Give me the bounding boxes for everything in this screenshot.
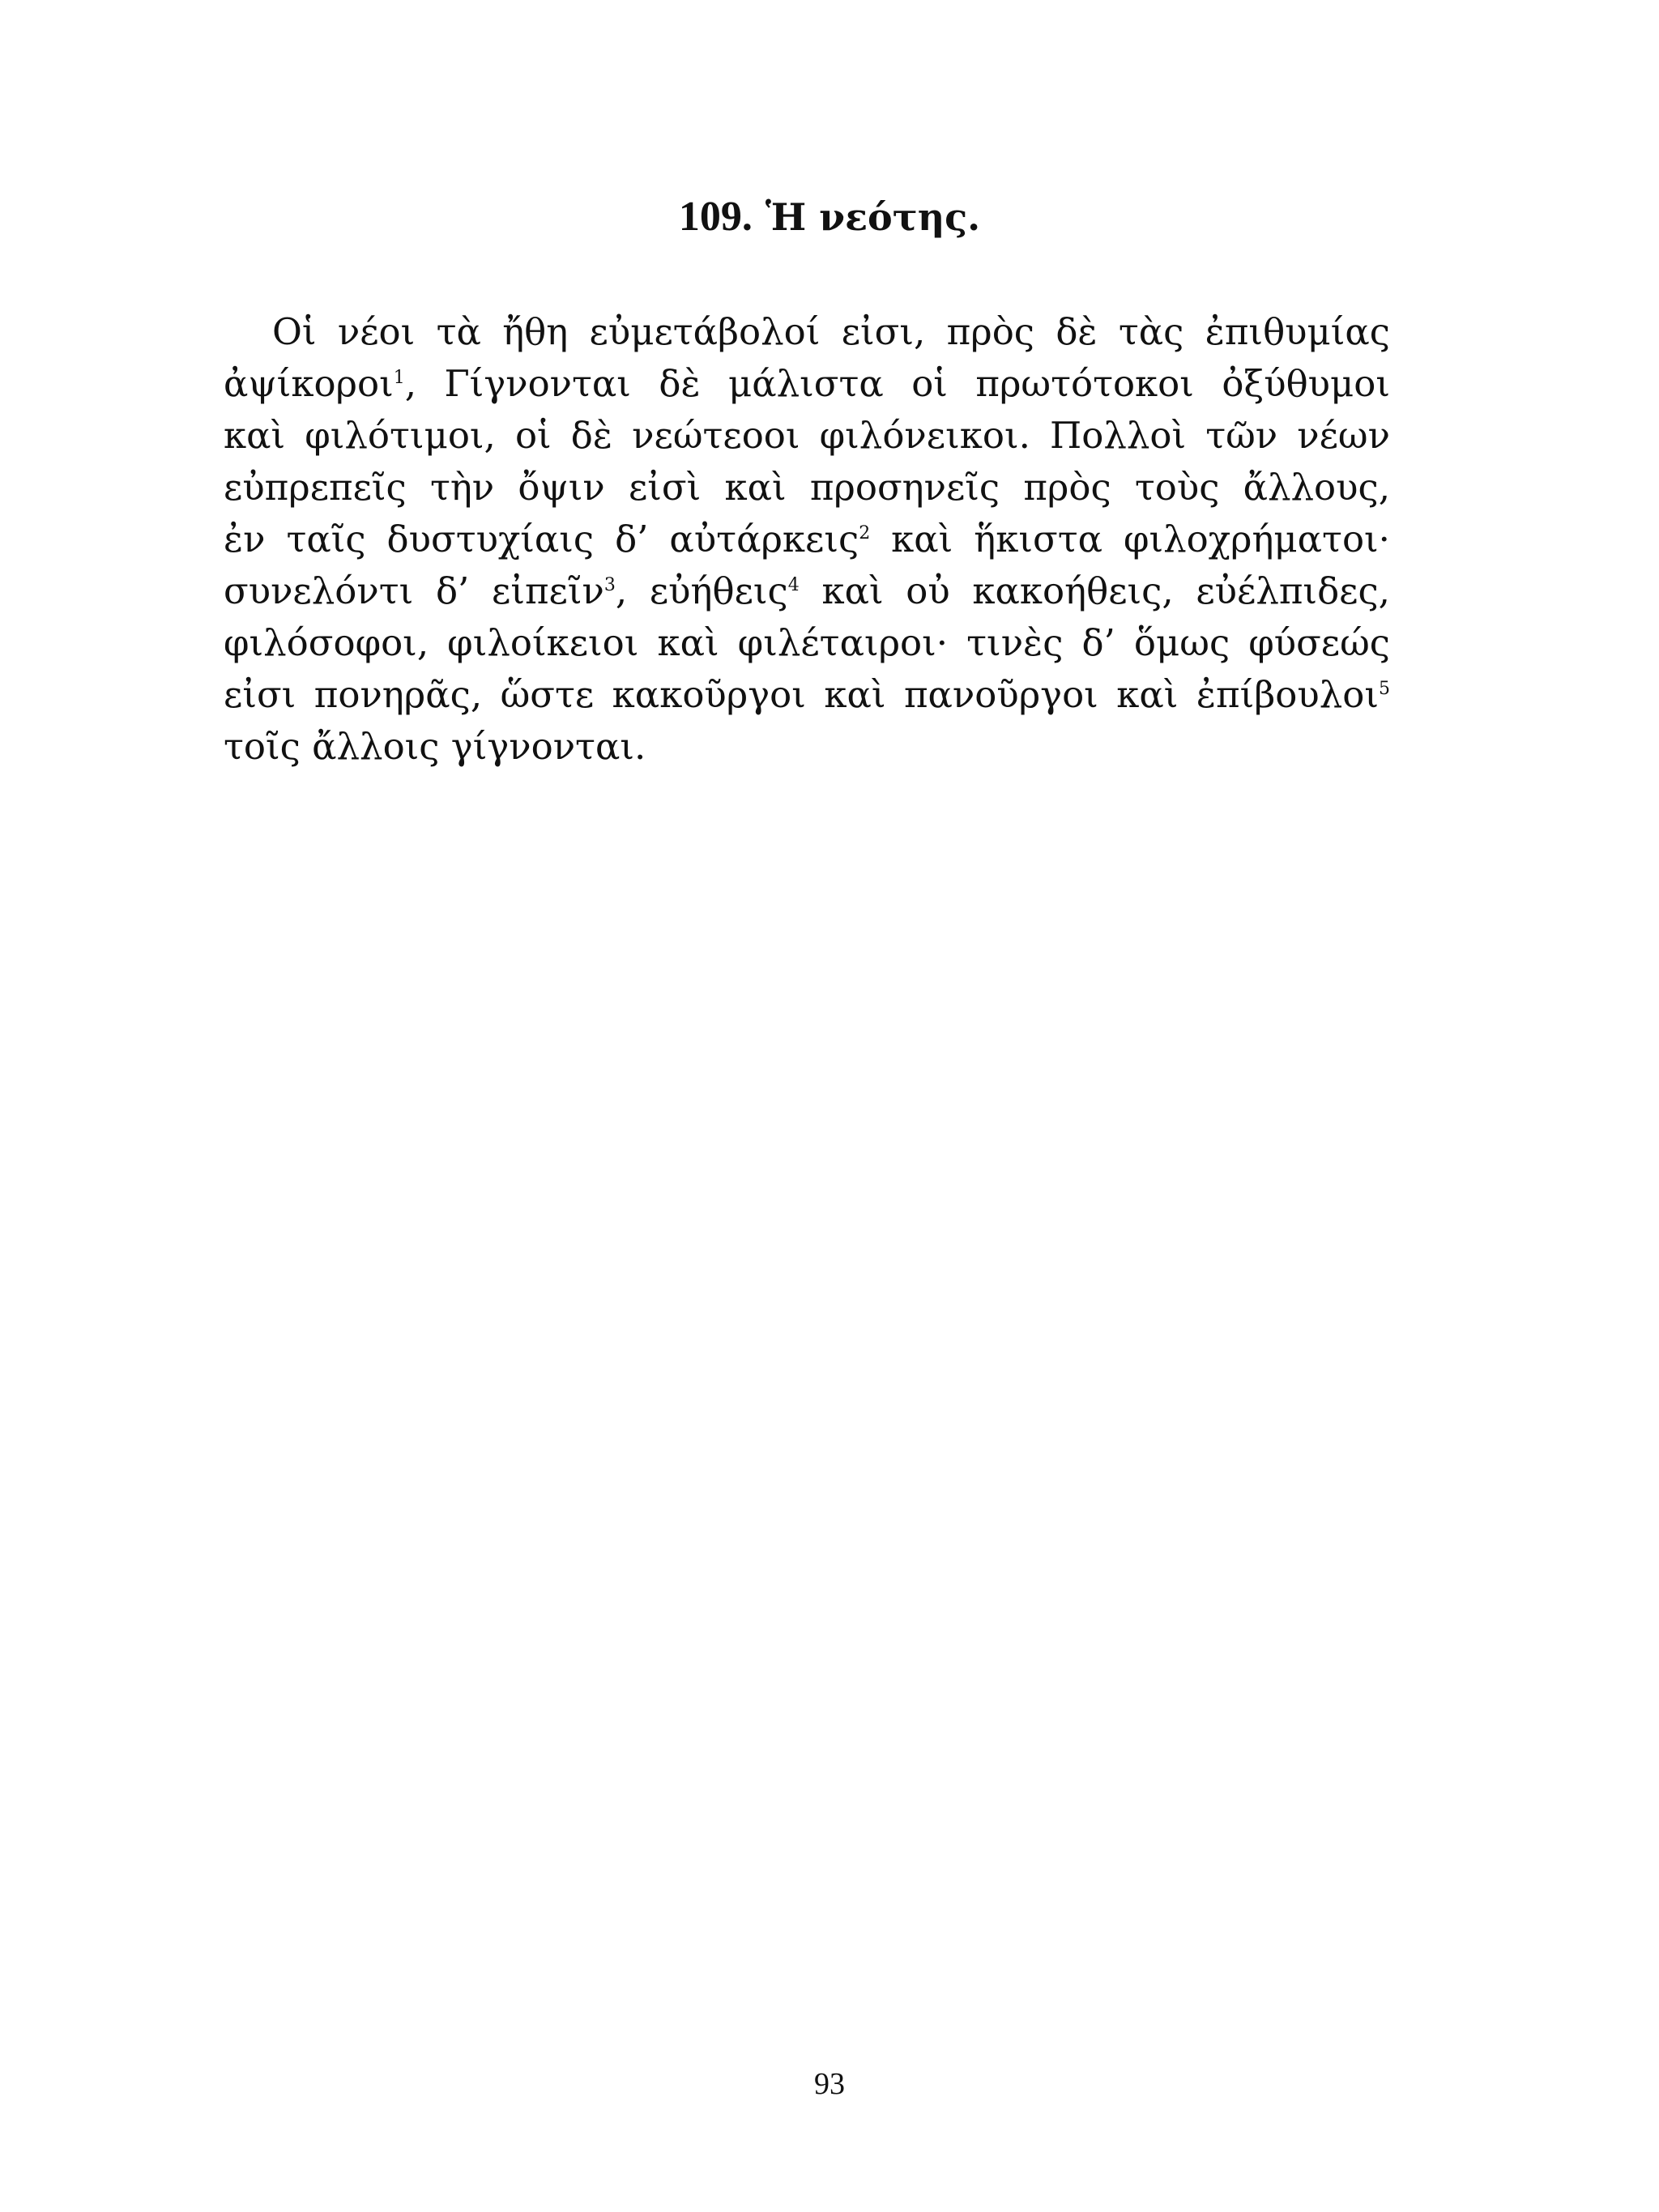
section-number: 109. (678, 194, 753, 240)
text-line-8: εἰσι πονηρᾶς, ὥστε κακοῦργοι καὶ πανοῦργοι καὶ ἐπίβουλοι$^5$ (224, 673, 1390, 716)
page-number: 93 (814, 2067, 845, 2101)
text-line-4: εὐπρεπεῖς τὴν ὄψιν εἰσὶ καὶ προσηνεῖς πρὸς τοὺς ἄλλους, (224, 466, 1390, 509)
text-line-3: καὶ φιλότιμοι, οἱ δὲ νεώτεοοι φιλόνεικοι. Πολλοὶ τῶν νέων (224, 414, 1390, 457)
text-line-2: ἀψίκοροι$^1$, Γίγνονται δὲ μάλιστα οἱ πρωτότοκοι ὀξύθυμοι (224, 362, 1390, 405)
paragraph (224, 306, 1390, 773)
section-title: Ἡ νεότης. (765, 195, 981, 239)
footnote-marker-2: 2 (859, 523, 871, 543)
footnote-marker-3: 3 (603, 575, 616, 595)
section-heading (0, 193, 1659, 241)
text-line-5: ἐν ταῖς δυστυχίαις δ’ αὐτάρκεις$^2$ καὶ ἥκιστα φιλοχρήματοι· (224, 518, 1390, 560)
text-line-1: Οἱ νέοι τὰ ἤθη εὐμετάβολοί εἰσι, πρὸς δὲ τὰς ἐπιθυμίας (272, 310, 1390, 353)
text-line-9: τοῖς ἄλλοις γίγνονται. (224, 725, 646, 768)
footnote-marker-5: 5 (1379, 679, 1390, 699)
footnote-marker-1: 1 (393, 368, 405, 388)
text-line-7: φιλόσοφοι, φιλοίκειοι καὶ φιλέταιροι· τινὲς δ’ ὅμως φύσεώς (224, 621, 1390, 664)
text-line-6: συνελόντι δ’ εἰπεῖν$^3$, εὐήθεις$^4$ καὶ οὐ κακοήθεις, εὐέλπιδες, (224, 569, 1390, 612)
footnote-marker-4: 4 (787, 575, 800, 595)
